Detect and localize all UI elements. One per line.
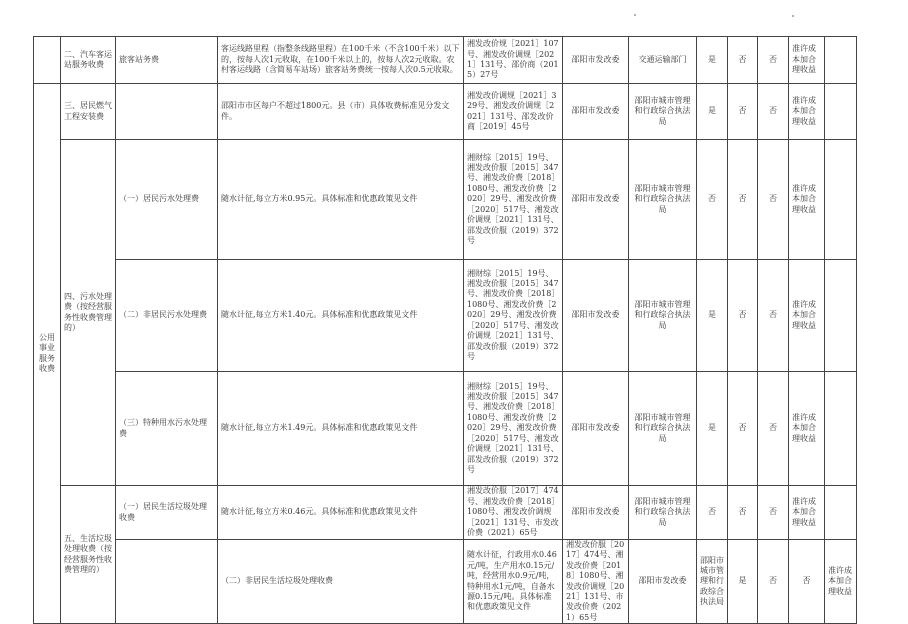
document-cell: 湘发改价规［2021］107号、湘发改价调规［2021］131号、邵价商（2015）27号 xyxy=(464,37,563,84)
document-cell: 湘发改价调规［2021］329号、湘发改价调规［2021］131号、邵发改价商［2019］45号 xyxy=(464,84,563,140)
flag-cell: 否 xyxy=(728,140,758,260)
approver-cell: 邵阳市发改委 xyxy=(629,540,697,624)
pricing-method-cell: 准许成本加合理收益 xyxy=(789,486,825,540)
remark-cell xyxy=(825,486,857,540)
level2-item-cell: 四、污水处理费（按经营服务性收费管理的） xyxy=(61,140,116,486)
pricing-method-cell: 准许成本加合理收益 xyxy=(789,372,825,486)
level2-item-cell: 二、汽车客运站服务收费 xyxy=(61,37,116,84)
remark-cell xyxy=(825,37,857,84)
approver-cell: 邵阳市发改委 xyxy=(563,37,629,84)
approver-cell: 邵阳市发改委 xyxy=(563,260,629,372)
level2-item-cell: 三、居民燃气工程安装费 xyxy=(61,84,116,140)
remark-cell xyxy=(825,84,857,140)
scan-speck xyxy=(634,14,636,16)
pricing-method-cell: 准许成本加合理收益 xyxy=(789,84,825,140)
level2-item-cell: 五、生活垃圾处理收费（按经营服务性收费管理的） xyxy=(61,486,116,624)
document-cell: 湘发改价服［2017］474号、湘发改价费［2018］1080号、湘发改价调规［2021］131号、市发改价费（2021）65号 xyxy=(563,540,629,624)
flag-cell: 否 xyxy=(697,486,728,540)
level3-item-cell xyxy=(116,84,218,140)
flag-cell: 否 xyxy=(758,37,789,84)
approver-cell: 邵阳市发改委 xyxy=(563,372,629,486)
flag-cell: 否 xyxy=(758,260,789,372)
standard-cell: 客运线路里程（指整条线路里程）在100千米（不含100千米）以下的，按每人次1元收取，在100千米以上的，按每人次2元收取。农村客运线路（含简易车站场）旅客站务费统一按每人次0.5元收取。 xyxy=(218,37,464,84)
flag-cell: 否 xyxy=(728,84,758,140)
flag-cell: 是 xyxy=(697,260,728,372)
document-cell: 湘财综［2015］19号、湘发改价服［2015］347号、湘发改价费［2018］1080号、湘发改价费［2020］29号、湘发改价费［2020］517号、湘发改价调规［2021］131号、邵发改价服（2019）372号 xyxy=(464,140,563,260)
document-cell: 湘财综［2015］19号、湘发改价服［2015］347号、湘发改价费［2018］1080号、湘发改价费［2020］29号、湘发改价费［2020］517号、湘发改价调规［2021］131号、邵发改价服（2019）372号 xyxy=(464,372,563,486)
level3-item-cell: （一）居民污水处理费 xyxy=(116,140,218,260)
flag-cell: 是 xyxy=(728,540,758,624)
pricing-method-cell: 准许成本加合理收益 xyxy=(789,140,825,260)
pricing-method-cell: 准许成本加合理收益 xyxy=(789,260,825,372)
table-row xyxy=(34,140,857,260)
level3-item-cell: （二）非居民生活垃圾处理收费 xyxy=(218,540,464,624)
flag-cell: 是 xyxy=(697,84,728,140)
table-row xyxy=(34,84,857,140)
approver-cell: 邵阳市发改委 xyxy=(563,84,629,140)
flag-cell: 是 xyxy=(697,37,728,84)
flag-cell: 是 xyxy=(697,372,728,486)
standard-cell: 随水计征，行政用水0.46元/吨，生产用水0.15元/吨，经营用水0.9元/吨，特种用水1元/吨，自备水源0.15元/吨。具体标准和优惠政策见文件 xyxy=(464,540,563,624)
approver-cell: 邵阳市发改委 xyxy=(563,486,629,540)
level3-item-cell: （一）居民生活垃圾处理收费 xyxy=(116,486,218,540)
remark-cell xyxy=(825,140,857,260)
department-cell: 邵阳市城市管理和行政综合执法局 xyxy=(697,540,728,624)
level3-item-cell: （二）非居民污水处理费 xyxy=(116,260,218,372)
table-row xyxy=(34,260,857,372)
table-row xyxy=(34,540,857,624)
standard-cell: 随水计征,每立方米1.49元。具体标准和优惠政策见文件 xyxy=(218,372,464,486)
flag-cell: 否 xyxy=(758,540,789,624)
category-cell xyxy=(34,37,61,84)
department-cell: 邵阳市城市管理和行政综合执法局 xyxy=(629,260,697,372)
fee-table xyxy=(33,36,857,624)
flag-cell: 否 xyxy=(728,37,758,84)
document-cell: 湘发改价服［2017］474号、湘发改价费［2018］1080号、湘发改价调规［2021］131号、市发改价费（2021）65号 xyxy=(464,486,563,540)
remark-cell xyxy=(825,372,857,486)
pricing-method-cell: 准许成本加合理收益 xyxy=(789,37,825,84)
approver-cell: 邵阳市发改委 xyxy=(563,140,629,260)
department-cell: 邵阳市城市管理和行政综合执法局 xyxy=(629,372,697,486)
flag-cell: 否 xyxy=(758,84,789,140)
standard-cell: 随水计征,每立方米0.95元。具体标准和优惠政策见文件 xyxy=(218,140,464,260)
level3-item-cell: 旅客站务费 xyxy=(116,37,218,84)
flag-cell: 否 xyxy=(789,540,825,624)
department-cell: 邵阳市城市管理和行政综合执法局 xyxy=(629,84,697,140)
department-cell: 交通运输部门 xyxy=(629,37,697,84)
table-row xyxy=(34,486,857,540)
flag-cell: 否 xyxy=(758,486,789,540)
standard-cell: 随水计征,每立方米1.40元。具体标准和优惠政策见文件 xyxy=(218,260,464,372)
flag-cell: 否 xyxy=(728,372,758,486)
standard-cell: 邵阳市市区每户不超过1800元。县（市）具体收费标准见分发文件。 xyxy=(218,84,464,140)
flag-cell: 否 xyxy=(758,372,789,486)
flag-cell: 否 xyxy=(728,260,758,372)
department-cell: 邵阳市城市管理和行政综合执法局 xyxy=(629,140,697,260)
level3-item-cell: （三）特种用水污水处理费 xyxy=(116,372,218,486)
scan-speck xyxy=(792,15,794,17)
flag-cell: 否 xyxy=(697,140,728,260)
category-cell xyxy=(116,540,218,624)
flag-cell: 否 xyxy=(728,486,758,540)
standard-cell: 随水计征,每立方米0.46元。具体标准和优惠政策见文件 xyxy=(218,486,464,540)
document-cell: 湘财综［2015］19号、湘发改价服［2015］347号、湘发改价费［2018］1080号、湘发改价费［2020］29号、湘发改价费［2020］517号、湘发改价调规［2021］131号、邵发改价服（2019）372号 xyxy=(464,260,563,372)
category-cell: 公用事业服务收费 xyxy=(34,84,61,624)
table-row xyxy=(34,37,857,84)
remark-cell xyxy=(825,260,857,372)
pricing-method-cell: 准许成本加合理收益 xyxy=(825,540,857,624)
table-row xyxy=(34,372,857,486)
department-cell: 邵阳市城市管理和行政综合执法局 xyxy=(629,486,697,540)
flag-cell: 否 xyxy=(758,140,789,260)
